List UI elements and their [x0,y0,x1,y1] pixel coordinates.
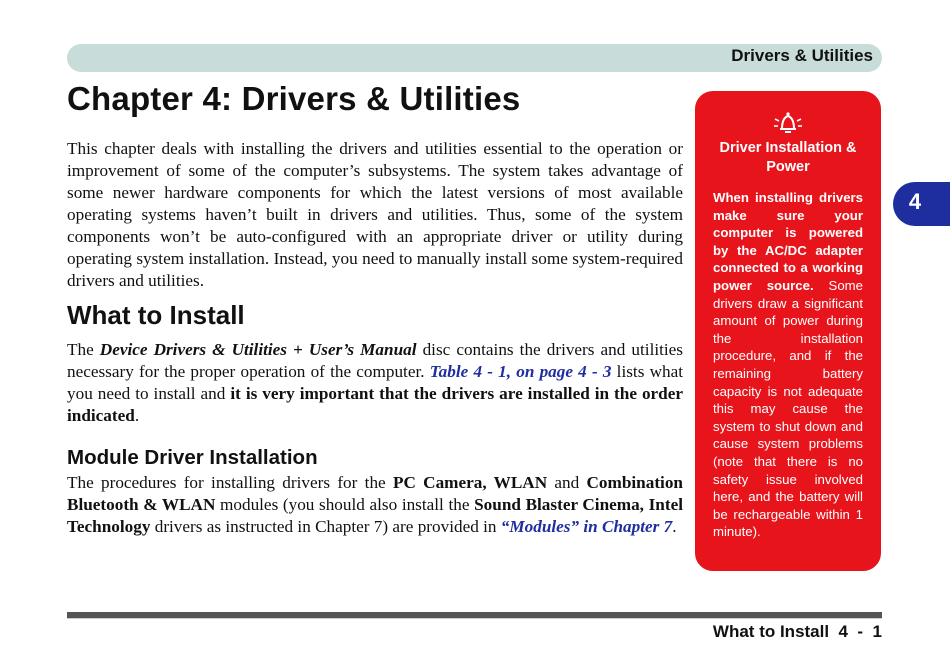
intro-section [67,138,683,292]
page-footer: What to Install 4 - 1 [712,622,882,641]
table-reference-link[interactable]: Table 4 - 1, on page 4 - 3 [429,362,612,381]
chapter-tab-number: 4 [908,189,922,214]
section-heading-module-driver: Module Driver Installation [67,446,318,469]
module-driver-paragraph: The procedures for installing drivers for the PC Camera, WLAN and Combination Bluetooth & WLAN modules (you should also install the Sound Blaster Cinema, Intel Technology drivers as instructed in Chapter 7) are provided in “Modules” in Chapter 7. [67,473,683,536]
chapter-title: Chapter 4: Drivers & Utilities [67,80,521,117]
important-note: it is very important that the drivers are installed in the order indicated [67,384,683,425]
disc-name: Device Drivers & Utilities + User’s Manual [99,340,417,359]
sidebar-body: When installing drivers make sure your computer is powered by the AC/DC adapter connected to a working power source. Some drivers draw a significant amount of power during the installation procedure, and if the remaining battery capacity is not adequate this may cause the system to shut down and cause system problems (note that there is no safety issue involved here, and the battery will be rechargeable within 1 minute). [713,190,863,540]
section-heading-what-to-install: What to Install [67,300,245,330]
running-header-title: Drivers & Utilities [731,46,873,65]
chapter-tab [893,182,950,226]
sidebar-note-box [695,91,881,571]
what-to-install-paragraph: The Device Drivers & Utilities + User’s Manual disc contains the drivers and utilities necessary for the proper operation of the computer. Table 4 - 1, on page 4 - 3 lists what you need to install and it is very important that the drivers are installed in the order indicated. [67,340,683,425]
modules-chapter-link[interactable]: “Modules” in Chapter 7 [500,517,673,536]
footer-rule-shadow [67,618,882,619]
bell-alert-icon [771,109,805,135]
intro-paragraph: This chapter deals with installing the drivers and utilities essential to the operation or improvement of some of the computer’s subsystems. The system takes advantage of some newer hardware components for which the latest versions of most available operating systems haven’t built in drivers and utilities. Thus, some of the system components won’t be auto-configured with an appropriate driver or utility during operating system installation. Instead, you need to manually install some system-required drivers and utilities. [67,139,683,290]
sidebar-title: Driver Installation & Power [719,140,857,175]
